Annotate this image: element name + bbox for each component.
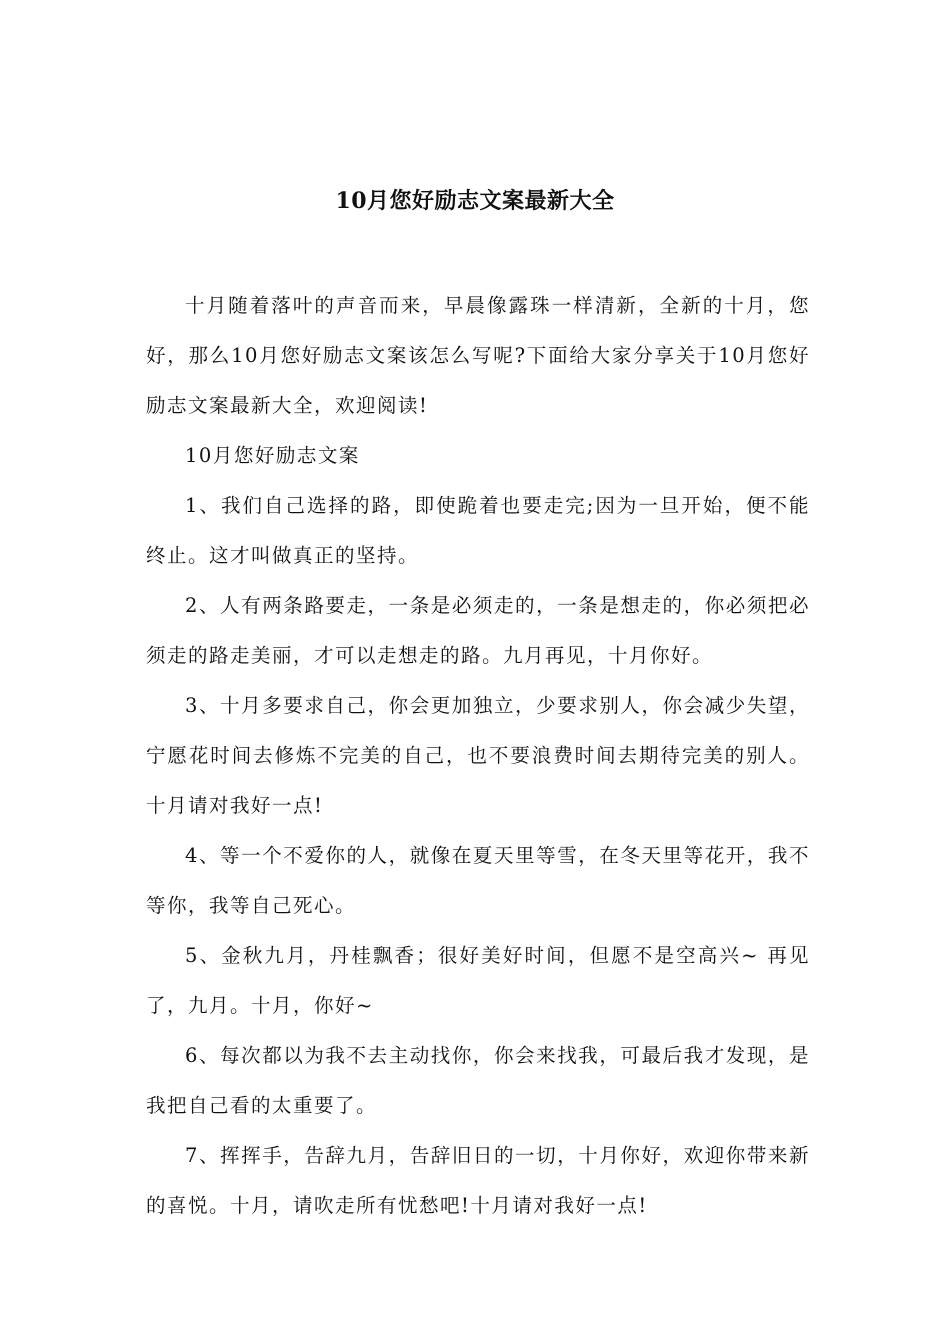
quote-paragraph-5: 5、金秋九月，丹桂飘香；很好美好时间，但愿不是空高兴~ 再见了，九月。十月，你好~ xyxy=(146,944,810,1017)
quote-paragraph-1: 1、我们自己选择的路，即使跪着也要走完;因为一旦开始，便不能终止。这才叫做真正的坚持。 xyxy=(146,494,810,567)
section-heading: 10月您好励志文案 xyxy=(185,444,360,467)
quote-paragraph-7: 7、挥挥手，告辞九月，告辞旧日的一切，十月你好，欢迎你带来新的喜悦。十月，请吹走所有忧愁吧!十月请对我好一点! xyxy=(146,1144,810,1217)
document-title: 10月您好励志文案最新大全 xyxy=(335,188,615,214)
quote-paragraph-2: 2、人有两条路要走，一条是必须走的，一条是想走的，你必须把必须走的路走美丽，才可以走想走的路。九月再见，十月你好。 xyxy=(146,594,810,667)
quote-paragraph-4: 4、等一个不爱你的人，就像在夏天里等雪，在冬天里等花开，我不等你，我等自己死心。 xyxy=(146,844,810,917)
intro-paragraph: 十月随着落叶的声音而来，早晨像露珠一样清新，全新的十月，您好，那么10月您好励志文案该怎么写呢?下面给大家分享关于10月您好励志文案最新大全，欢迎阅读! xyxy=(146,294,810,417)
document-body xyxy=(146,281,810,1231)
quote-paragraph-3: 3、十月多要求自己，你会更加独立，少要求别人，你会减少失望，宁愿花时间去修炼不完美的自己，也不要浪费时间去期待完美的别人。十月请对我好一点! xyxy=(146,694,810,817)
quote-paragraph-6: 6、每次都以为我不去主动找你，你会来找我，可最后我才发现，是我把自己看的太重要了。 xyxy=(146,1044,810,1117)
